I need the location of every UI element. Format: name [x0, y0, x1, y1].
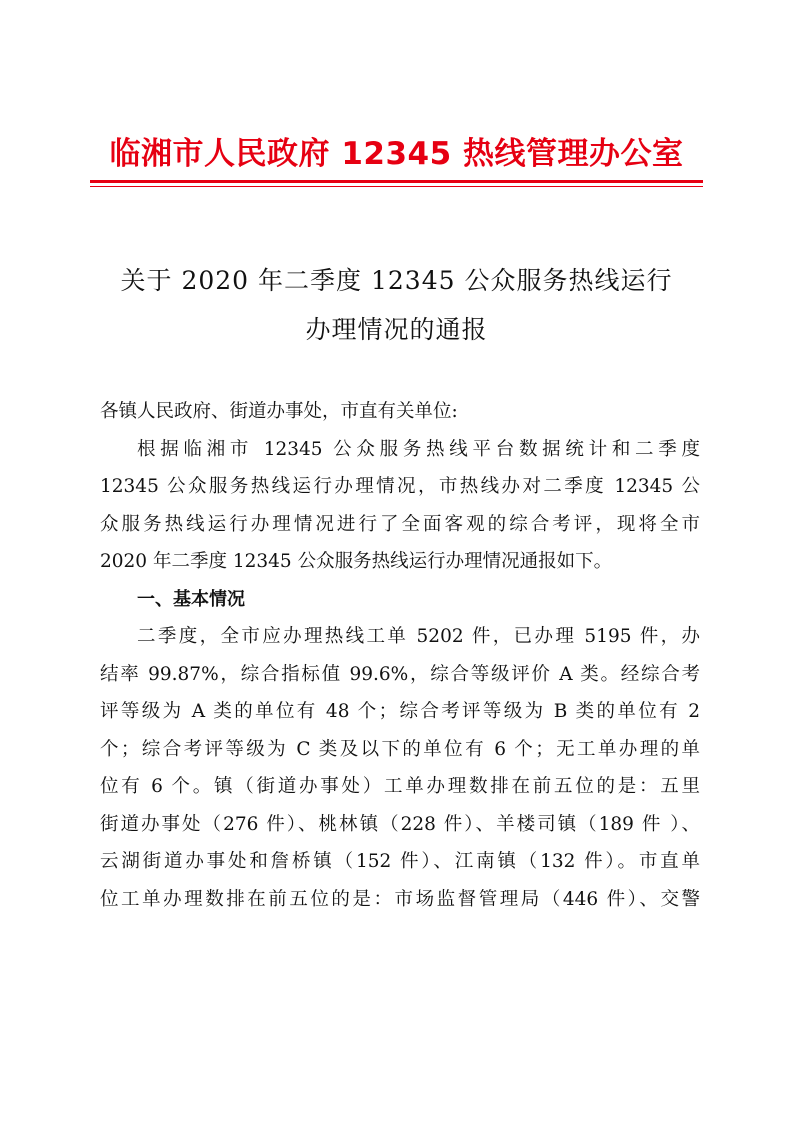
document-body — [100, 393, 700, 918]
paragraph-line: 评等级为 A 类的单位有 48 个；综合考评等级为 B 类的单位有 2 — [100, 701, 700, 722]
paragraph-line: 2020 年二季度 12345 公众服务热线运行办理情况通报如下。 — [100, 551, 613, 572]
agency-masthead: 临湘市人民政府 12345 热线管理办公室 — [109, 136, 684, 172]
paragraph-line: 街道办事处（276 件）、桃林镇（228 件）、羊楼司镇（189 件 ）、 — [100, 813, 700, 835]
paragraph-line: 12345 公众服务热线运行办理情况，市热线办对二季度 12345 公 — [100, 476, 700, 497]
document-title — [90, 256, 703, 354]
paragraph-line: 二季度，全市应办理热线工单 5202 件，已办理 5195 件，办 — [137, 626, 700, 647]
salutation: 各镇人民政府、街道办事处，市直有关单位: — [100, 401, 458, 422]
paragraph-line: 众服务热线运行办理情况进行了全面客观的综合考评，现将全市 — [100, 513, 700, 535]
masthead-rule-thick — [90, 180, 703, 183]
paragraph-line: 结率 99.87%，综合指标值 99.6%，综合等级评价 A 类。经综合考 — [100, 663, 700, 685]
section-heading: 一、基本情况 — [137, 588, 245, 610]
masthead-rule-thin — [90, 186, 703, 187]
document-title-line-2: 办理情况的通报 — [305, 315, 488, 344]
document-title-line-1: 关于 2020 年二季度 12345 公众服务热线运行 — [120, 266, 673, 295]
paragraph-line: 位工单办理数排在前五位的是：市场监督管理局（446 件）、交警 — [100, 888, 700, 910]
paragraph-line: 个；综合考评等级为 C 类及以下的单位有 6 个；无工单办理的单 — [100, 738, 700, 760]
paragraph-line: 根据临湘市 12345 公众服务热线平台数据统计和二季度 — [137, 438, 700, 460]
intro-paragraph — [100, 431, 700, 581]
paragraph-line: 位有 6 个。镇（街道办事处）工单办理数排在前五位的是：五里 — [100, 776, 700, 797]
basic-situation-paragraph — [100, 618, 700, 918]
paragraph-line: 云湖街道办事处和詹桥镇（152 件）、江南镇（132 件）。市直单 — [100, 851, 700, 872]
